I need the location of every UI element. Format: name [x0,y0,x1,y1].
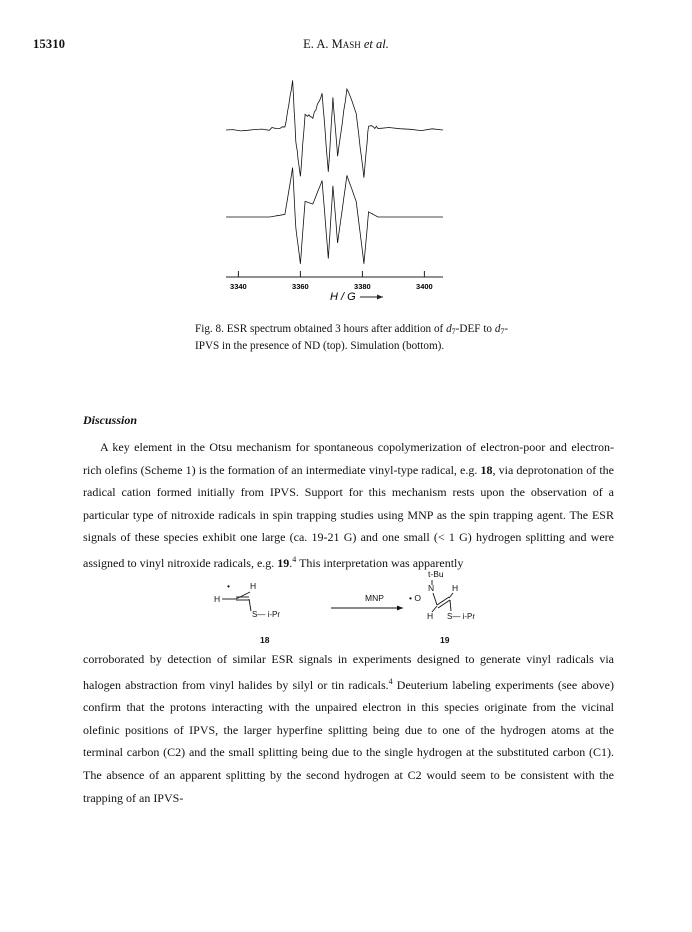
caption-text-1: Fig. 8. ESR spectrum obtained 3 hours after addition of [195,323,447,335]
caption-text-2: -DEF to [455,323,495,335]
compound-ref-19: 19 [277,555,290,570]
compound-ref-18: 18 [480,462,493,477]
substituent-18: S— i-Pr [252,610,280,619]
para2-text-b: Deuterium labeling experiments (see above) confirm that the protons interacting with the unpaired electron in this species originate from the vicinal olefinic positions of IPVS, the larger hyperfine splitting being due to one of the hydrogen atoms at the terminal carbon (C2) and the small splitting being due to the single hydrogen at the substituted carbon (C1). The absence of an apparent splitting by the second hydrogen at C2 would seem to be consistent with the trapping of an IPVS- [83,677,615,805]
body-paragraph-2 [83,648,614,809]
double-bond-b-19 [438,600,450,608]
h-bottom-19: H [427,611,434,621]
running-head-suffix: et al. [360,37,389,51]
x-tick-label: 3340 [230,282,247,291]
oxygen-label: • O [409,593,421,603]
para1-text-a: A key element in the Otsu mechanism for spontaneous copolymerization of electron-poor and electron-rich olefins (Scheme 1) is the formation of an intermediate vinyl-type radical, e.g. [83,440,614,477]
tbu-label: t-Bu [428,569,444,579]
citation-4a: 4 [292,554,297,564]
x-tick-label: 3400 [416,282,433,291]
bond-c-h-19 [449,593,453,598]
caption-d-2: d [494,323,501,335]
x-axis-label: H / G [330,291,356,303]
para1-text-c: This interpretation was apparently [296,555,464,570]
double-bond-a-19 [437,597,449,605]
bond-c-h-bottom-19 [432,606,437,612]
reagent-mnp: MNP [365,593,384,603]
citation-4b: 4 [388,676,393,686]
reaction-arrowhead [397,606,403,611]
bond-n-c [433,593,437,605]
bond-c-s-18 [249,599,251,611]
caption-d-1: d [446,323,452,335]
caption-sub-2: 7 [500,327,505,336]
radical-dot-18: • [227,581,230,591]
nitrogen-label: N [428,583,435,593]
x-tick-label: 3380 [354,282,371,291]
page-number: 15310 [33,37,66,51]
compound-label-18: 18 [260,635,270,645]
caption-sub-1: 7 [451,327,456,336]
h-top-19: H [452,583,459,593]
para1-text-b: , via deprotonation of the radical cation formed initially from IPVS. Support for this mechanism rests upon the observation of a particular type of nitroxide radicals in spin trapping studies using MNP as the spin trapping agent. The ESR signals of these species exhibit one large (ca. 19-21 G) and one small (< 1 G) hydrogen splitting and were assigned to vinyl nitroxide radicals, e.g. [83,462,614,570]
running-head-prefix: E. A. [303,37,332,51]
compound-label-19: 19 [440,635,450,645]
para2-text-a: corroborated by detection of similar ESR signals in experiments designed to generate vinyl radicals via halogen abstraction from vinyl halides by silyl or tin radicals. [83,652,614,692]
bond-c-s-19 [450,600,451,611]
substituent-19: S— i-Pr [447,612,475,621]
section-heading: Discussion [83,413,138,427]
running-head-name: Mash [331,37,361,51]
body-paragraph-1: A key element in the Otsu mechanism for spontaneous copolymerization of electron-poor and electron-rich olefins (Scheme 1) is the formation of an intermediate vinyl-type radical, e.g. 18, via deprotonation of the radical cation formed initially from IPVS. Support for this mechanism rests upon the observation of a particular type of nitroxide radicals in spin trapping studies using MNP as the spin trapping agent. The ESR signals of these species exhibit one large (ca. 19-21 G) and one small (< 1 G) hydrogen splitting and were assigned to vinyl nitroxide radicals, e.g. 19.$^4$ This interpretation was apparently [83,440,614,570]
h-top-18: H [250,581,257,591]
h-left-18: H [214,594,221,604]
x-tick-label: 3360 [292,282,309,291]
caption-text-3: -IPVS in the presence of ND (top). Simulation (bottom). [195,323,509,352]
bond-c-h-18 [236,592,250,599]
